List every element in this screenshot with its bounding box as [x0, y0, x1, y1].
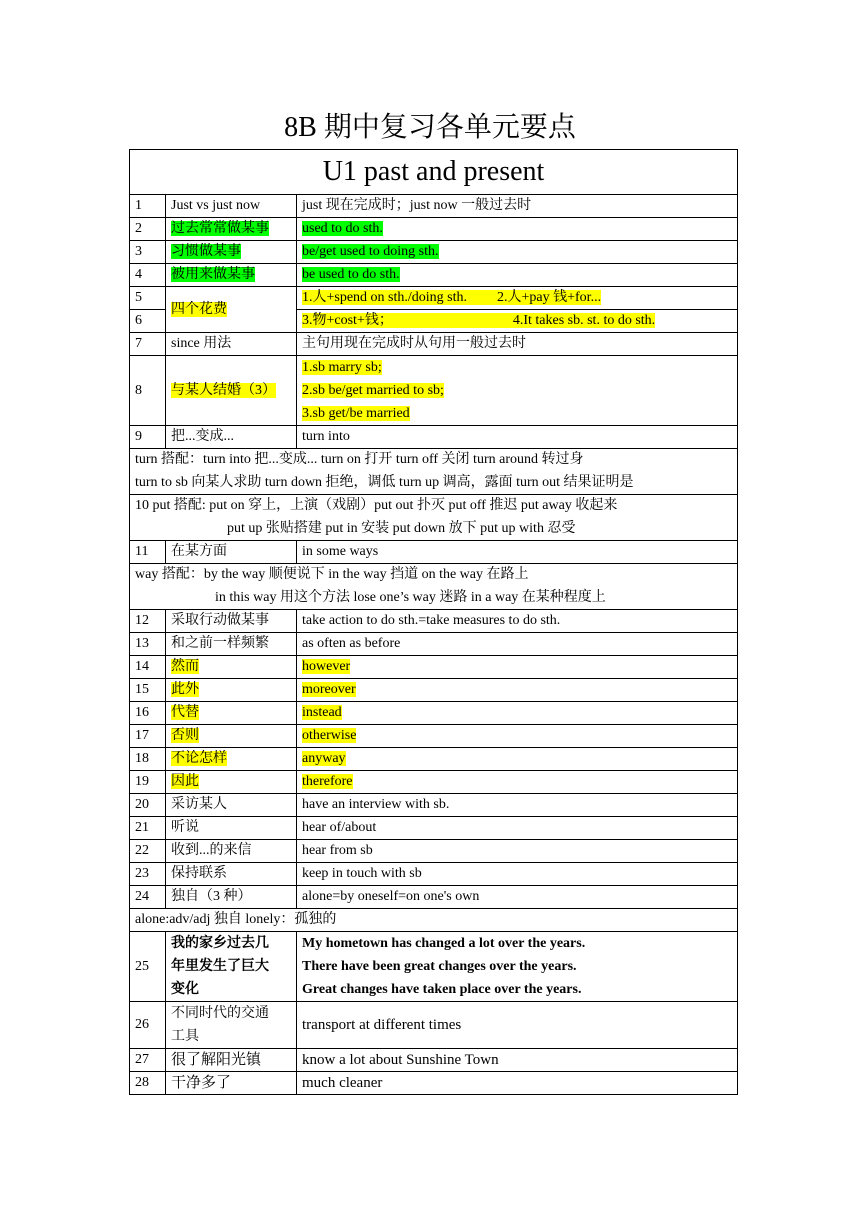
note-put-line-1: 10 put 搭配: put on 穿上，上演（戏剧）put out 扑灭 put off 推迟 put away 收起来 — [135, 498, 618, 513]
row-chinese: 代替 — [171, 705, 199, 720]
row-english: transport at different times — [297, 1002, 738, 1049]
row-number: 26 — [130, 1002, 166, 1049]
row-chinese: since 用法 — [166, 333, 297, 356]
row-english: therefore — [302, 774, 353, 789]
row-chinese-line: 不同时代的交通 — [171, 1006, 269, 1021]
row-english: as often as before — [297, 633, 738, 656]
table-row — [130, 679, 738, 702]
row-number: 18 — [130, 748, 166, 771]
row-number: 12 — [130, 610, 166, 633]
table-row — [130, 702, 738, 725]
row-number: 21 — [130, 817, 166, 840]
review-table — [129, 149, 738, 1095]
row-number: 13 — [130, 633, 166, 656]
row-number: 1 — [130, 195, 166, 218]
table-row — [130, 287, 738, 310]
row-english: anyway — [302, 751, 346, 766]
row-chinese-line: 变化 — [171, 982, 199, 997]
row-number: 17 — [130, 725, 166, 748]
row-english: just 现在完成时；just now 一般过去时 — [297, 195, 738, 218]
row-chinese: 在某方面 — [166, 541, 297, 564]
note-row — [130, 449, 738, 495]
note-turn-line-2: turn to sb 向某人求助 turn down 拒绝，调低 turn up 调高，露面 turn out 结果证明是 — [135, 474, 634, 490]
row-chinese: 然而 — [171, 659, 199, 674]
table-row — [130, 241, 738, 264]
row-number: 9 — [130, 426, 166, 449]
row-chinese: 四个花费 — [171, 301, 227, 317]
table-row — [130, 794, 738, 817]
row-chinese: 采访某人 — [166, 794, 297, 817]
row-english-line: 3.sb get/be married — [302, 406, 410, 421]
row-english: alone=by oneself=on one's own — [297, 886, 738, 909]
row-chinese: 和之前一样频繁 — [166, 633, 297, 656]
row-number: 8 — [130, 356, 166, 426]
table-row — [130, 1002, 738, 1049]
note-alone: alone:adv/adj 独自 lonely：孤独的 — [130, 909, 738, 932]
table-row — [130, 218, 738, 241]
table-row — [130, 541, 738, 564]
row-chinese-line: 年里发生了巨大 — [171, 959, 269, 974]
table-row — [130, 932, 738, 1002]
table-row — [130, 886, 738, 909]
row-english-line: 1.sb marry sb; — [302, 360, 382, 375]
row-english: hear of/about — [297, 817, 738, 840]
row-english-b: 4.It takes sb. st. to do sth. — [512, 313, 656, 328]
row-chinese: 保持联系 — [166, 863, 297, 886]
row-chinese: 收到...的来信 — [166, 840, 297, 863]
row-number: 20 — [130, 794, 166, 817]
table-row — [130, 863, 738, 886]
row-english: much cleaner — [297, 1072, 738, 1095]
note-put-line-2: put up 张贴搭建 put in 安装 put down 放下 put up with 忍受 — [227, 520, 576, 536]
row-chinese-line: 工具 — [171, 1029, 199, 1044]
row-chinese: 很了解阳光镇 — [166, 1049, 297, 1072]
row-number: 15 — [130, 679, 166, 702]
row-chinese: 过去常常做某事 — [171, 221, 269, 236]
row-chinese: 习惯做某事 — [171, 244, 241, 259]
table-row — [130, 356, 738, 426]
row-english-line: My hometown has changed a lot over the years. — [302, 936, 586, 951]
table-row — [130, 771, 738, 794]
row-english: be/get used to doing sth. — [302, 244, 439, 259]
row-chinese: Just vs just now — [166, 195, 297, 218]
row-chinese: 听说 — [166, 817, 297, 840]
row-chinese: 否则 — [171, 728, 199, 743]
note-row — [130, 564, 738, 610]
row-english: turn into — [297, 426, 738, 449]
row-chinese: 不论怎样 — [171, 751, 227, 766]
row-english: keep in touch with sb — [297, 863, 738, 886]
row-english: otherwise — [302, 728, 357, 743]
table-row — [130, 264, 738, 287]
table-row — [130, 1072, 738, 1095]
row-english: 主句用现在完成时从句用一般过去时 — [297, 333, 738, 356]
row-english-b: 2.人+pay 钱+for... — [497, 290, 602, 305]
row-number: 24 — [130, 886, 166, 909]
note-row — [130, 495, 738, 541]
row-number: 11 — [130, 541, 166, 564]
note-row — [130, 909, 738, 932]
row-english: take action to do sth.=take measures to do sth. — [297, 610, 738, 633]
row-english: be used to do sth. — [302, 267, 400, 282]
page-title: 8B 期中复习各单元要点 — [284, 112, 576, 143]
row-number: 28 — [130, 1072, 166, 1095]
table-row — [130, 1049, 738, 1072]
row-english: used to do sth. — [302, 221, 383, 236]
table-row — [130, 333, 738, 356]
row-english: instead — [302, 705, 342, 720]
unit-title: U1 past and present — [130, 150, 738, 195]
row-chinese: 与某人结婚（3） — [171, 382, 276, 398]
note-way-line-1: way 搭配：by the way 顺便说下 in the way 挡道 on the way 在路上 — [135, 567, 529, 582]
table-row — [130, 195, 738, 218]
row-english-line: 2.sb be/get married to sb; — [302, 383, 444, 398]
note-way-line-2: in this way 用这个方法 lose one’s way 迷路 in a way 在某种程度上 — [215, 589, 606, 605]
table-row — [130, 840, 738, 863]
unit-title-row — [130, 150, 738, 195]
row-english: know a lot about Sunshine Town — [297, 1049, 738, 1072]
row-chinese: 此外 — [171, 682, 199, 697]
row-number: 5 — [130, 287, 166, 310]
row-number: 19 — [130, 771, 166, 794]
row-english: in some ways — [297, 541, 738, 564]
row-english-a: 1.人+spend on sth./doing sth. — [302, 290, 468, 305]
row-english-line: Great changes have taken place over the years. — [302, 982, 582, 997]
row-number: 2 — [130, 218, 166, 241]
row-english: hear from sb — [297, 840, 738, 863]
table-row — [130, 817, 738, 840]
row-number: 23 — [130, 863, 166, 886]
row-chinese: 干净多了 — [166, 1072, 297, 1095]
row-number: 16 — [130, 702, 166, 725]
table-row — [130, 610, 738, 633]
row-chinese: 采取行动做某事 — [166, 610, 297, 633]
row-number: 4 — [130, 264, 166, 287]
row-number: 7 — [130, 333, 166, 356]
row-number: 22 — [130, 840, 166, 863]
row-number: 27 — [130, 1049, 166, 1072]
row-english-a: 3.物+cost+钱； — [302, 313, 393, 328]
note-turn-line-1: turn 搭配：turn into 把...变成... turn on 打开 turn off 关闭 turn around 转过身 — [135, 452, 584, 467]
row-chinese-line: 我的家乡过去几 — [171, 936, 269, 951]
row-chinese: 因此 — [171, 774, 199, 789]
table-row — [130, 725, 738, 748]
row-chinese: 被用来做某事 — [171, 267, 255, 282]
row-number: 14 — [130, 656, 166, 679]
table-row — [130, 633, 738, 656]
row-english: have an interview with sb. — [297, 794, 738, 817]
row-english-line: There have been great changes over the years. — [302, 959, 577, 974]
table-row — [130, 656, 738, 679]
table-row — [130, 426, 738, 449]
row-number: 6 — [130, 310, 166, 333]
table-row — [130, 748, 738, 771]
row-chinese: 独自（3 种） — [166, 886, 297, 909]
row-number: 25 — [130, 932, 166, 1002]
row-english: however — [302, 659, 351, 674]
row-chinese: 把...变成... — [166, 426, 297, 449]
row-english: moreover — [302, 682, 356, 697]
row-number: 3 — [130, 241, 166, 264]
